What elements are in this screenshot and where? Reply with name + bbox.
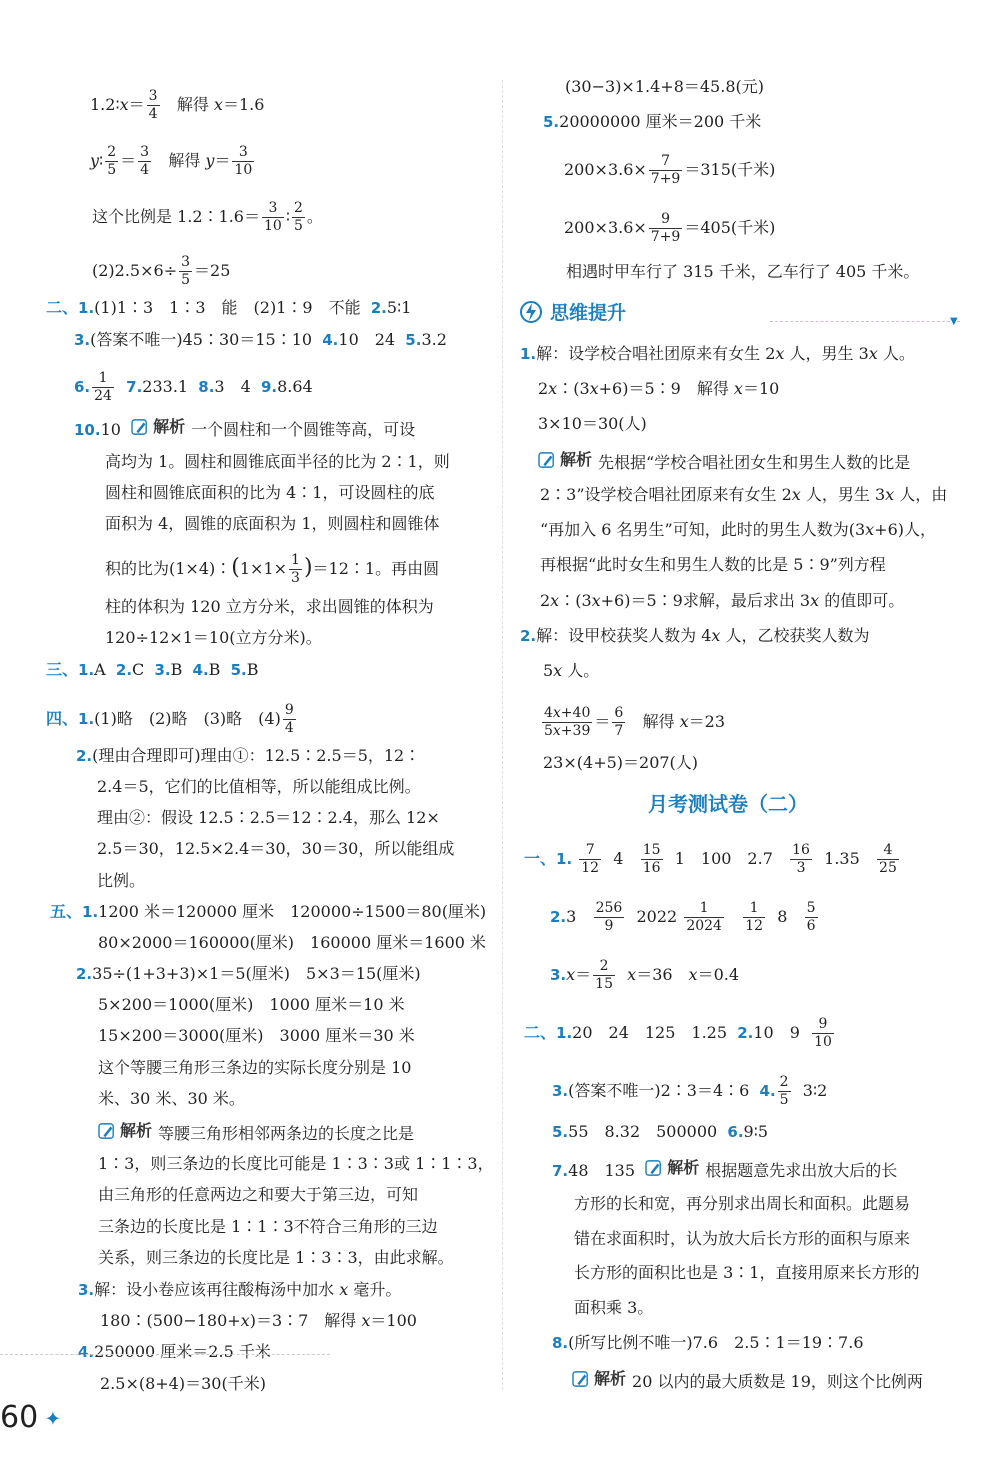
t-q1-text: “再加入 6 名男生”可知，此时的男生人数为(3𝑥+6)人， xyxy=(540,520,936,539)
t-q2-text: 23×(4+5)＝207(人) xyxy=(543,753,699,772)
s5-q3-text: 180∶(500−180+𝑥)＝3∶7 解得 𝑥＝100 xyxy=(100,1311,417,1330)
lightning-icon xyxy=(518,300,544,324)
s5-q4: 4.250000 厘米＝2.5 千米 xyxy=(78,1342,271,1361)
line-ratio-x: 1.2∶𝑥＝ $\frac{3}{4}$ 解得 𝑥＝1.6 xyxy=(90,88,265,122)
n-q8: 8.(所写比例不唯一)7.6 2.5∶1＝19∶7.6 xyxy=(552,1333,864,1352)
pen-icon xyxy=(572,1371,590,1387)
s5-q2-text: 5×200＝1000(厘米) 1000 厘米＝10 米 xyxy=(98,995,405,1014)
analysis-tag: 解析 xyxy=(98,1120,152,1142)
n-q8-analysis: 解析 20 以内的最大质数是 19，则这个比例两 xyxy=(572,1368,923,1393)
n-q7-text: 方形的长和宽，再分别求出周长和面积。此题易 xyxy=(574,1194,911,1213)
s5-q2: 2.35÷(1+3+3)×1＝5(厘米) 5×3＝15(厘米) xyxy=(76,964,421,983)
section-2-q1: 二、1.(1)1∶3 1∶3 能 (2)1∶9 不能 2.5∶1 xyxy=(46,298,412,317)
r-q5: 5.20000000 厘米＝200 千米 xyxy=(543,112,762,131)
n-q7: 7.48 135 解析 根据题意先求出放大后的长 xyxy=(552,1158,898,1180)
r-formula-2: 200×3.6× $\frac{9}{7+9}$ ＝405(千米) xyxy=(564,211,776,245)
pen-icon xyxy=(131,419,149,435)
t-q2: 2.解：设甲校获奖人数为 4𝑥 人，乙校获奖人数为 xyxy=(520,626,870,645)
s5-q2-text: 这个等腰三角形三条边的实际长度分别是 10 xyxy=(98,1058,412,1077)
t-q1-text: 2𝑥∶(3𝑥+6)＝5∶9求解，最后求出 3𝑥 的值即可。 xyxy=(540,591,905,610)
section-4-q1: 四、1.(1)略 (2)略 (3)略 (4) $\frac{9}{4}$ xyxy=(46,702,294,736)
t-q1-text: 2𝑥∶(3𝑥+6)＝5∶9 解得 𝑥＝10 xyxy=(538,379,780,398)
line-part2: (2)2.5×6÷ $\frac{3}{5}$ ＝25 xyxy=(92,254,231,288)
pen-icon xyxy=(538,452,556,468)
analysis-tag: 解析 xyxy=(572,1368,626,1390)
s4-q2-text: 2.5＝30，12.5×2.4＝30，30＝30，所以能组成 xyxy=(97,839,455,858)
section-5-q1: 五、1.1200 米＝120000 厘米 120000÷1500＝80(厘米) xyxy=(50,902,487,921)
bottom-divider xyxy=(0,1354,330,1355)
m-q3: 3.𝑥＝ $\frac{2}{15}$ 𝑥＝36 𝑥＝0.4 xyxy=(550,958,740,992)
n-q7-text: 面积乘 3。 xyxy=(574,1298,654,1317)
fraction: $\frac{3}{4}$ xyxy=(148,88,158,122)
page-title: 月考测试卷（二） xyxy=(648,792,808,816)
q10-text: 高均为 1。圆柱和圆锥底面半径的比为 2∶1，则 xyxy=(105,452,450,471)
s5-q2-text: 1∶3，则三条边的长度比可能是 1∶3∶3或 1∶1∶3， xyxy=(98,1154,494,1173)
n-q3-q4: 3.(答案不唯一)2∶3＝4∶6 4. $\frac{2}{5}$ 3∶2 xyxy=(552,1074,828,1108)
line-ratio-y: 𝑦∶ $\frac{2}{5}$ ＝ $\frac{3}{4}$ 解得 𝑦＝ $\frac{3}{10}$ xyxy=(90,144,253,178)
t-q2-formula: 4𝑥+40 5𝑥+39 ＝ $\frac{6}{7}$ 解得 𝑥＝23 xyxy=(544,705,726,739)
t-q1-text: 3×10＝30(人) xyxy=(538,414,647,433)
s5-q1-text: 80×2000＝160000(厘米) 160000 厘米＝1600 米 xyxy=(98,933,487,952)
s4-q2-text: 2.4＝5，它们的比值相等，所以能组成比例。 xyxy=(97,777,421,796)
analysis-tag: 解析 xyxy=(131,416,185,438)
q10-line: 10.10 解析 一个圆柱和一个圆锥等高，可设 xyxy=(74,417,416,439)
s4-q2: 2.(理由合理即可)理由①：12.5∶2.5＝5，12∶ xyxy=(76,746,421,765)
section-banner: 思维提升 xyxy=(518,298,626,325)
t-q1: 1.解：设学校合唱社团原来有女生 2𝑥 人，男生 3𝑥 人。 xyxy=(520,344,915,363)
page-number: 60 ✦ xyxy=(0,1400,62,1435)
n-q7-text: 错在求面积时，认为放大后长方形的面积与原来 xyxy=(574,1229,911,1248)
analysis-tag: 解析 xyxy=(645,1157,699,1179)
analysis-tag: 解析 xyxy=(538,449,592,471)
m-q2: 2.3 $\frac{256}{9}$ 2022 $\frac{1}{2024}$ $\frac{1}{12}$ 8 $\frac{5}{6}$ xyxy=(550,900,816,934)
m-q1: 一、1. $\frac{7}{12}$ 4 $\frac{15}{16}$ 1 100 2.7 $\frac{16}{3}$ 1.35 $\frac{4}{25}$ xyxy=(524,842,897,876)
s5-q2-text: 米、30 米、30 米。 xyxy=(98,1089,245,1108)
pen-icon xyxy=(645,1160,663,1176)
s5-q3: 3.解：设小卷应该再往酸梅汤中加水 𝑥 毫升。 xyxy=(78,1280,402,1299)
t-q2-text: 5𝑥 人。 xyxy=(543,661,600,680)
n-q1-q2: 二、1.20 24 125 1.25 2.10 9 $\frac{9}{10}$ xyxy=(524,1016,832,1050)
q10-text: 面积为 4，圆锥的底面积为 1，则圆柱和圆锥体 xyxy=(105,514,440,533)
t-q1-text: 2∶3”设学校合唱社团原来有女生 2𝑥 人，男生 3𝑥 人，由 xyxy=(540,485,948,504)
t-q1-text: 再根据“此时女生和男生人数的比是 5∶9”列方程 xyxy=(540,555,886,574)
column-divider xyxy=(502,80,503,1390)
s4-q2-text: 比例。 xyxy=(97,871,146,890)
r-line: (30−3)×1.4+8＝45.8(元) xyxy=(565,77,764,96)
s5-q4-text: 2.5×(8+4)＝30(千米) xyxy=(100,1374,266,1393)
q10-text: 圆柱和圆锥底面积的比为 4∶1，可设圆柱的底 xyxy=(105,483,435,502)
q10-text: 120÷12×1＝10(立方分米)。 xyxy=(105,628,322,647)
s5-q2-text: 三条边的长度比是 1∶1∶3不符合三角形的三边 xyxy=(98,1217,438,1236)
r-line: 相遇时甲车行了 315 千米，乙车行了 405 千米。 xyxy=(566,262,920,281)
t-q1-analysis: 解析 先根据“学校合唱社团女生和男生人数的比是 xyxy=(538,449,910,474)
banner-rule xyxy=(770,321,960,322)
s5-q2-text: 由三角形的任意两边之和要大于第三边，可知 xyxy=(98,1185,419,1204)
r-formula-1: 200×3.6× $\frac{7}{7+9}$ ＝315(千米) xyxy=(564,153,776,187)
pen-icon xyxy=(98,1123,116,1139)
q10-text: 柱的体积为 120 立方分米，求出圆锥的体积为 xyxy=(105,597,434,616)
triangle-icon: ▼ xyxy=(950,316,958,327)
s5-q2-analysis: 解析 等腰三角形相邻两条边的长度之比是 xyxy=(98,1120,414,1145)
section-3: 三、1.A 2.C 3.B 4.B 5.B xyxy=(46,660,259,679)
line-proportion: 这个比例是 1.2∶1.6＝ $\frac{3}{10}$ ∶ $\frac{2}{5}$ 。 xyxy=(92,200,323,234)
n-q7-text: 长方形的面积比也是 3∶1，直接用原来长方形的 xyxy=(574,1263,920,1282)
q3-q5: 3.(答案不唯一)45∶30＝15∶10 4.10 24 5.3.2 xyxy=(74,330,447,349)
s5-q2-text: 15×200＝3000(厘米) 3000 厘米＝30 米 xyxy=(98,1026,415,1045)
s4-q2-text: 理由②：假设 12.5∶2.5＝12∶2.4，那么 12× xyxy=(97,808,440,827)
n-q5-q6: 5.55 8.32 500000 6.9∶5 xyxy=(552,1122,769,1141)
q10-formula: 积的比为(1×4)∶(1×1× $\frac{1}{3}$ )＝12∶1。再由圆 xyxy=(105,552,440,586)
s5-q2-text: 关系，则三条边的长度比是 1∶3∶3，由此求解。 xyxy=(98,1248,454,1267)
q6-q9: 6. $\frac{1}{24}$ 7.233.1 8.3 4 9.8.64 xyxy=(74,370,313,404)
